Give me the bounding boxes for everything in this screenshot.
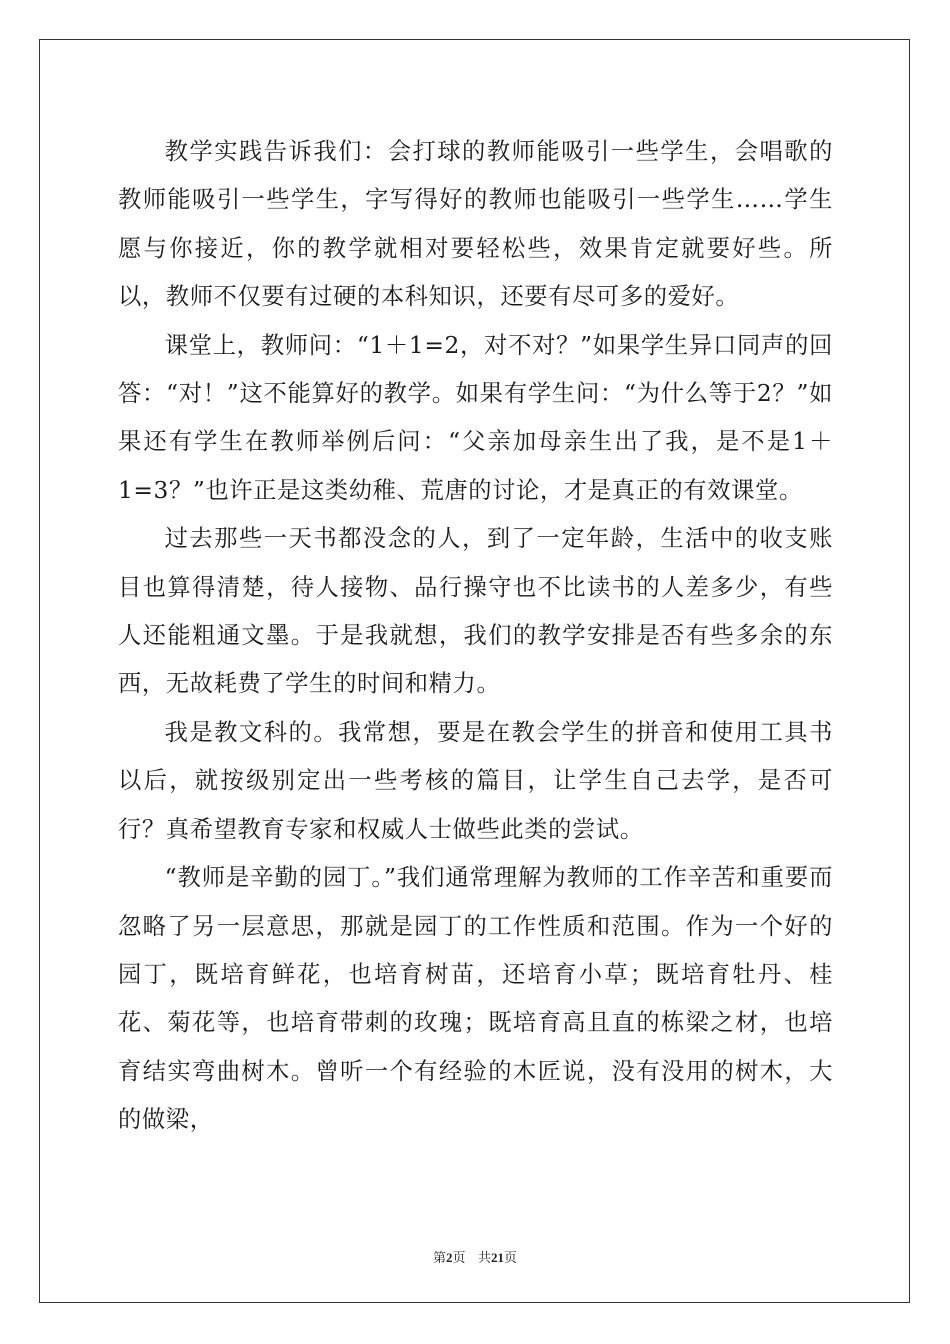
page-prefix: 第 xyxy=(433,1251,447,1266)
current-page-number: 2 xyxy=(446,1250,453,1265)
paragraph: “教师是辛勤的园丁。”我们通常理解为教师的工作辛苦和重要而忽略了另一层意思，那就是园丁的工作性质和范围。作为一个好的园丁，既培育鲜花，也培育树苗，还培育小草；既培育牡丹、桂花、菊花等，也培育带刺的玫瑰；既培育高且直的栋梁之材，也培育结实弯曲树木。曾听一个有经验的木匠说，没有没用的树木，大的做梁， xyxy=(118,864,833,1134)
total-prefix: 共 xyxy=(477,1251,491,1266)
total-unit: 页 xyxy=(503,1251,517,1266)
page-footer xyxy=(0,1247,950,1266)
paragraph: 课堂上，教师问：“1＋1=2，对不对？”如果学生异口同声的回答：“对！”这不能算好的教学。如果有学生问：“为什么等于2？”如果还有学生在教师举例后问：“父亲加母亲生出了我，是不是1＋1=3？”也许正是这类幼稚、荒唐的讨论，才是真正的有效课堂。 xyxy=(118,331,833,504)
page-unit: 页 xyxy=(452,1251,466,1266)
paragraph: 教学实践告诉我们：会打球的教师能吸引一些学生，会唱歌的教师能吸引一些学生，字写得好的教师也能吸引一些学生……学生愿与你接近，你的教学就相对要轻松些，效果肯定就要好些。所以，教师不仅要有过硬的本科知识，还要有尽可多的爱好。 xyxy=(118,138,833,311)
paragraph: 我是教文科的。我常想，要是在教会学生的拼音和使用工具书以后，就按级别定出一些考核的篇目，让学生自己去学，是否可行？真希望教育专家和权威人士做些此类的尝试。 xyxy=(118,718,833,843)
paragraph: 过去那些一天书都没念的人，到了一定年龄，生活中的收支账目也算得清楚，待人接物、品行操守也不比读书的人差多少，有些人还能粗通文墨。于是我就想，我们的教学安排是否有些多余的东西，无故耗费了学生的时间和精力。 xyxy=(118,525,833,698)
total-page-number: 21 xyxy=(490,1250,504,1265)
document-body xyxy=(118,128,833,1145)
